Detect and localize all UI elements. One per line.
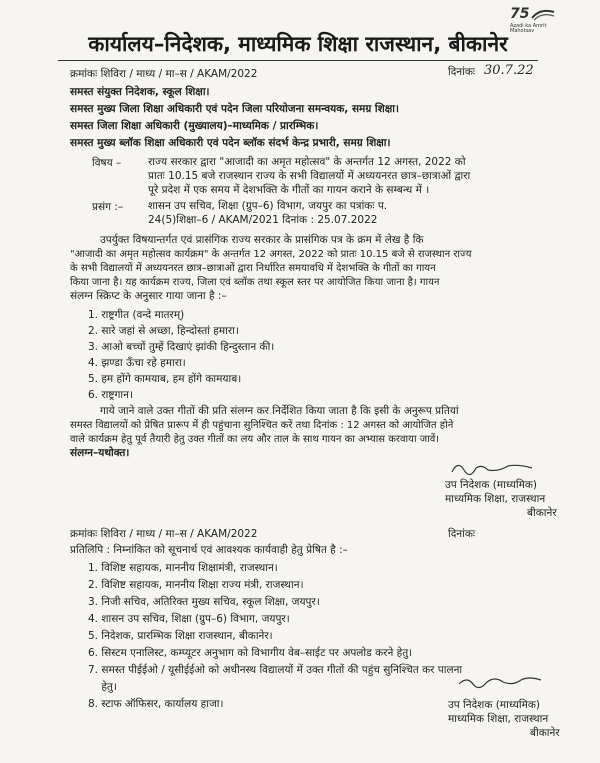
ref-number: क्रमांकः शिविरा / माध्य / मा–स / AKAM/2022 (70, 68, 258, 80)
list-item: 3. आओ बच्चों तुम्हें दिखाएं झांकी हिन्दुस्तान की। (88, 341, 275, 353)
list-item: 5. हम होंगे कामयाब, हम होंगे कामयाब। (88, 373, 242, 385)
body2-line-1: गाये जाने वाले उक्त गीतों की प्रति संलग्न कर निर्देशित किया जाता है कि इसी के अनुरूप प्रतियां (100, 405, 459, 417)
signatory-city: बीकानेर (527, 507, 557, 519)
list-item: 4. शासन उप सचिव, शिक्षा (ग्रुप–6) विभाग, जयपुर। (88, 613, 290, 625)
list-item: 7. समस्त पीईईओ / यूसीईईओ को अधीनस्थ विद्यालयों में उक्त गीतों की पहुंच सुनिश्चित कर पालना (88, 664, 463, 676)
body-line-5: संलग्न स्क्रिप्ट के अनुसार गाया जाना है :– (70, 290, 227, 302)
subject-line-3: पूरे प्रदेश में एक समय में देशभक्ति के गीतों का गायन कराने के सम्बन्ध में । (148, 184, 430, 196)
subject-label: विषय – (92, 157, 122, 169)
page-title: कार्यालय–निदेशक, माध्यमिक शिक्षा राजस्थान, बीकानेर (58, 30, 538, 61)
addressee-2: समस्त मुख्य जिला शिक्षा अधिकारी एवं पदेन जिला परियोजना समन्वयक, समग्र शिक्षा। (70, 103, 399, 115)
body2-line-3: वाले कार्यक्रम हेतु पूर्व तैयारी हेतु उक्त गीतों का लय और ताल के साथ गायन का अभ्यास करवाया जावें। (70, 434, 440, 445)
logo-caption: Azadi ka Amrit Mahotsav (510, 23, 547, 34)
signature-1 (448, 458, 538, 478)
addressee-1: समस्त संयुक्त निदेशक, स्कूल शिक्षा। (70, 86, 210, 98)
addressee-4: समस्त मुख्य ब्लॉक शिक्षा अधिकारी एवं पदेन ब्लॉक संदर्भ केन्द्र प्रभारी, समग्र शिक्षा। (70, 137, 391, 149)
body-line-4: किया जाना है। यह कार्यक्रम राज्य, जिला एवं ब्लॉक तथा स्कूल स्तर पर आयोजित किया जाना है। गायन (70, 277, 440, 288)
list-item: 3. निजी सचिव, अतिरिक्त मुख्य सचिव, स्कूल शिक्षा, जयपुर। (88, 596, 320, 608)
list-item: 6. सिस्टम एनालिस्ट, कम्प्यूटर अनुभाग को विभागीय वेब–साईट पर अपलोड करने हेतु। (88, 647, 413, 659)
signatory-office: माध्यमिक शिक्षा, राजस्थान (448, 713, 549, 725)
signature-block-2 (448, 698, 560, 740)
body-line-2: "आजादी का अमृत महोत्सव कार्यक्रम" के अन्तर्गत 12 अगस्त, 2022 को प्रातः 10.15 बजे से राजस्थान राज्य (70, 249, 472, 260)
body2-line-2: समस्त विद्यालयों को प्रेषित प्रारूप में ही पहुंचाना सुनिश्चित करें तथा दिनांक : 12 अगस्त को आयोजित होने (70, 420, 454, 431)
reference-label: प्रसंग :– (92, 201, 124, 213)
body-line-3: के सभी विद्यालयों में अध्ययनरत छात्र–छात्राओं द्वारा निर्धारित समयावधि में देशभक्ति के गीतों का गायन (70, 263, 436, 274)
signatory-designation: उप निदेशक (माध्यमिक) (445, 479, 538, 491)
reference-line-1: शासन उप सचिव, शिक्षा (ग्रुप–6) विभाग, जयपुर का पत्रांकः प. (148, 200, 388, 212)
copy-ref-number: क्रमांकः शिविरा / माध्य / मा–स / AKAM/2022 (70, 528, 258, 540)
signatory-designation: उप निदेशक (माध्यमिक) (448, 699, 541, 711)
signature-block-1 (445, 478, 557, 520)
copy-intro: प्रतिलिपि : निम्नांकित को सूचनार्थ एवं आवश्यक कार्यवाही हेतु प्रेषित है :– (70, 544, 348, 556)
enclosure-note: संलग्न–यथोक्त। (70, 447, 130, 459)
ref-date-value: 30.7.22 (484, 63, 534, 78)
subject-line-1: राज्य सरकार द्वारा "आजादी का अमृत महोत्सव" के अन्तर्गत 12 अगस्त, 2022 को (148, 156, 466, 168)
flag-swoosh-icon (530, 8, 556, 22)
list-item: 6. राष्ट्रगान। (88, 389, 133, 401)
body-line-1: उपर्युक्त विषयान्तर्गत एवं प्रासंगिक राज्य सरकार के प्रासंगिक पत्र के क्रम में लेख है कि (100, 234, 424, 246)
copy-date-label: दिनांकः (448, 528, 476, 540)
list-item: 2. सारे जहां से अच्छा, हिन्दोस्तां हमारा। (88, 325, 239, 337)
list-item: 5. निदेशक, प्रारम्भिक शिक्षा राजस्थान, बीकानेर। (88, 630, 273, 642)
signatory-office: माध्यमिक शिक्षा, राजस्थान (445, 493, 546, 505)
list-item: 1. विशिष्ट सहायक, माननीय शिक्षामंत्री, राजस्थान। (88, 562, 278, 574)
ref-date-label: दिनांकः (448, 66, 476, 78)
signatory-city: बीकानेर (530, 727, 560, 739)
list-item: 4. झण्डा ऊँचा रहे हमारा। (88, 357, 186, 369)
list-item: हेतु। (88, 681, 117, 693)
list-item: 2. विशिष्ट सहायक, माननीय शिक्षा राज्य मंत्री, राजस्थान। (88, 579, 304, 591)
signature-2 (455, 672, 545, 692)
addressee-3: समस्त जिला शिक्षा अधिकारी (मुख्यालय)–माध्यमिक / प्रारम्भिक। (70, 120, 319, 132)
copy-list (88, 560, 462, 713)
logo-number: 75 (510, 6, 530, 22)
subject-line-2: प्रातः 10.15 बजे राजस्थान राज्य के सभी विद्यालयों में अध्ययनरत छात्र–छात्राओं द्वारा (148, 170, 471, 182)
list-item: 8. स्टाफ ऑफिसर, कार्यालय हाजा। (88, 698, 224, 710)
reference-line-2: 24(5)शिक्षा–6 / AKAM/2021 दिनांक : 25.07.2022 (148, 214, 378, 226)
list-item: 1. राष्ट्रगीत (वन्दे मातरम्) (88, 309, 185, 321)
song-list (88, 307, 274, 403)
